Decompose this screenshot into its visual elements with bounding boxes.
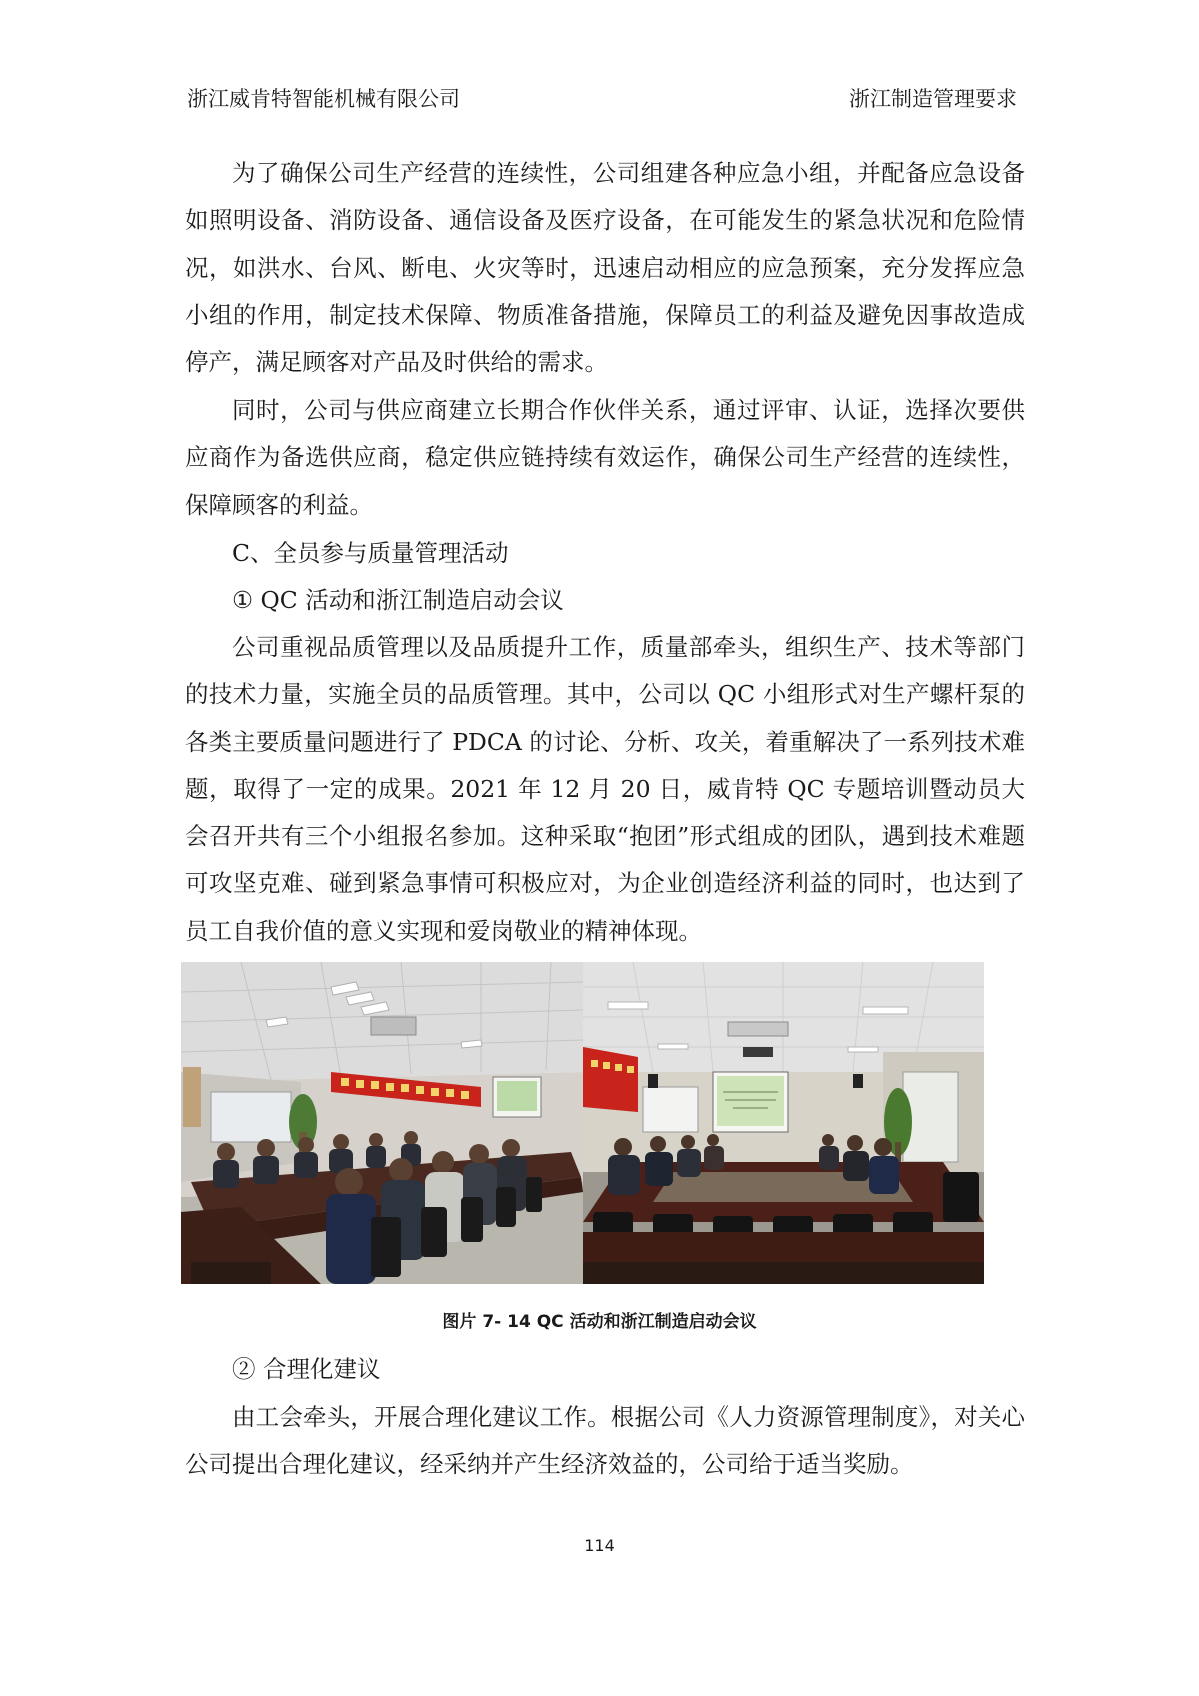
page-number: 114 [584, 1536, 615, 1555]
paragraph-suppliers [185, 387, 1025, 529]
paragraph-text: 同时，公司与供应商建立长期合作伙伴关系，通过评审、认证，选择次要供应商作为备选供应商，稳定供应链持续有效运作，确保公司生产经营的连续性，保障顾客的利益。 [185, 396, 1025, 519]
figure-meeting-photos [181, 962, 984, 1284]
figure-caption: 图片 7- 14 QC 活动和浙江制造启动会议 [442, 1312, 757, 1332]
subsection-heading-text: ① QC 活动和浙江制造启动会议 [232, 586, 564, 614]
header-document-title: 浙江制造管理要求 [849, 87, 1017, 111]
paragraph-text: 为了确保公司生产经营的连续性，公司组建各种应急小组，并配备应急设备如照明设备、消防设备、通信设备及医疗设备，在可能发生的紧急状况和危险情况，如洪水、台风、断电、火灾等时，迅速启动相应的应急预案，充分发挥应急小组的作用，制定技术保障、物质准备措施，保障员工的利益及避免因事故造成停产，满足顾客对产品及时供给的需求。 [185, 159, 1025, 377]
subsection-heading-text: ② 合理化建议 [232, 1355, 381, 1383]
photo-zhejiang-manufacturing-meeting-right [583, 962, 984, 1284]
paragraph-suggestions [185, 1394, 1025, 1489]
photo-qc-meeting-left [181, 962, 583, 1284]
section-heading-text: C、全员参与质量管理活动 [232, 539, 509, 567]
page-header [187, 84, 1017, 114]
paragraph-text: 公司重视品质管理以及品质提升工作，质量部牵头，组织生产、技术等部门的技术力量，实施全员的品质管理。其中，公司以 QC 小组形式对生产螺杆泵的各类主要质量问题进行了 PDCA 的讨论、分析、攻关，着重解决了一系列技术难题，取得了一定的成果。2021 年 12 月 20 日，威肯特 QC 专题培训暨动员大会召开共有三个小组报名参加。这种采取“抱团”形式组成的团队，遇到技术难题可攻坚克难、碰到紧急事情可积极应对，为企业创造经济利益的同时，也达到了员工自我价值的意义实现和爱岗敬业的精神体现。 [185, 633, 1025, 945]
paragraph-qc-activity [185, 624, 1025, 955]
subsection-heading-1 [185, 577, 1025, 624]
subsection-heading-2 [185, 1346, 1025, 1393]
paragraph-text: 由工会牵头，开展合理化建议工作。根据公司《人力资源管理制度》，对关心公司提出合理化建议，经采纳并产生经济效益的，公司给于适当奖励。 [185, 1403, 1025, 1479]
section-heading-c [185, 530, 1025, 577]
paragraph-emergency [185, 150, 1025, 386]
header-company-name: 浙江威肯特智能机械有限公司 [187, 87, 460, 111]
